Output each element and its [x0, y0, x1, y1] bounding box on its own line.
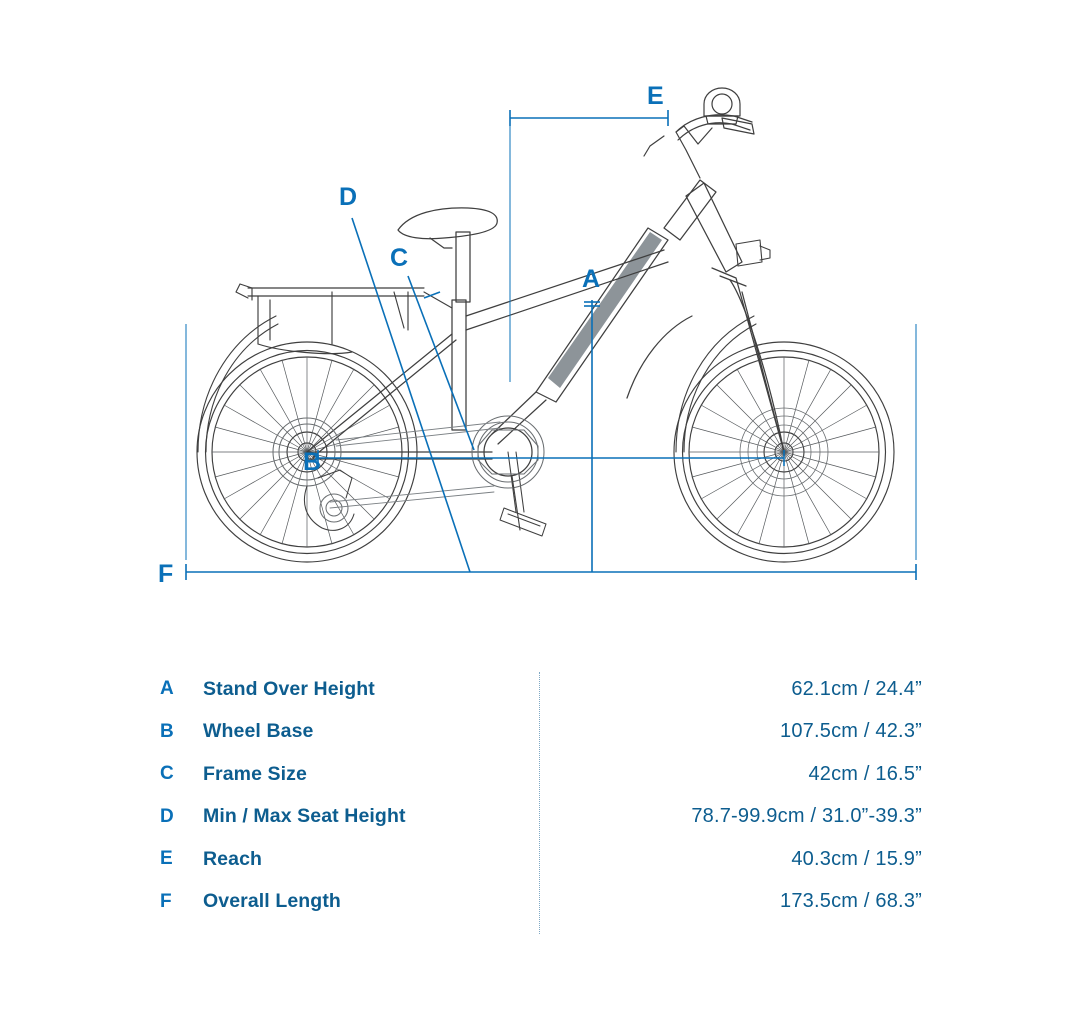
dimension-label-e: E	[647, 82, 664, 110]
dimension-label-b: B	[303, 448, 322, 476]
spec-value: 107.5cm / 42.3”	[780, 720, 922, 743]
spec-name: Overall Length	[203, 890, 341, 913]
spec-letter: F	[160, 890, 172, 912]
spec-value: 62.1cm / 24.4”	[791, 677, 922, 700]
spec-value: 40.3cm / 15.9”	[791, 847, 922, 870]
table-row	[0, 796, 1080, 839]
spec-value: 78.7-99.9cm / 31.0”-39.3”	[691, 805, 922, 828]
spec-letter: D	[160, 805, 174, 827]
spec-name: Min / Max Seat Height	[203, 805, 406, 828]
dimension-lines	[186, 110, 916, 580]
spec-letter: C	[160, 763, 174, 785]
spec-letter: A	[160, 678, 174, 700]
spec-letter: B	[160, 720, 174, 742]
spec-letter: E	[160, 848, 173, 870]
table-row	[0, 881, 1080, 924]
table-row	[0, 711, 1080, 754]
spec-value: 42cm / 16.5”	[808, 762, 922, 785]
table-row	[0, 668, 1080, 711]
dimension-label-c: C	[390, 244, 409, 272]
table-row	[0, 753, 1080, 796]
dimension-label-a: A	[582, 265, 601, 293]
spec-table	[0, 668, 1080, 923]
spec-name: Wheel Base	[203, 720, 314, 743]
spec-value: 173.5cm / 68.3”	[780, 890, 922, 913]
rear-rack	[236, 284, 452, 354]
dimension-label-d: D	[339, 183, 358, 211]
spec-name: Reach	[203, 847, 263, 870]
kickstand	[512, 476, 520, 530]
fenders	[198, 316, 756, 452]
dimension-label-f: F	[158, 560, 174, 588]
spec-name: Stand Over Height	[203, 677, 375, 700]
spec-name: Frame Size	[203, 762, 307, 785]
bike-frame	[307, 180, 784, 476]
table-row	[0, 838, 1080, 881]
